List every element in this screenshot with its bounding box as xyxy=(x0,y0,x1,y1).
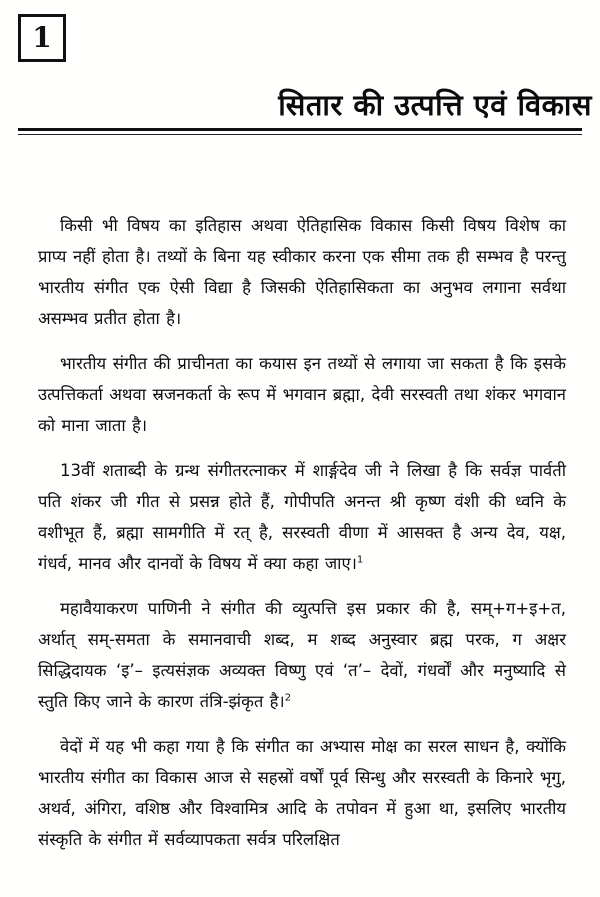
paragraph-4 xyxy=(38,593,566,717)
paragraph-3-text: 13वीं शताब्दी के ग्रन्थ संगीतरत्नाकर में शार्ङ्गदेव जी ने लिखा है कि सर्वज्ञ पार्वती पति शंकर जी गीत से प्रसन्न होते हैं, गोपीपति अनन्त श्री कृष्ण वंशी की ध्वनि के वशीभूत हैं, ब्रह्मा सामगीति में रत् है, सरस्वती वीणा में आसक्त है अन्य देव, यक्ष, गंधर्व, मानव और दानवों के विषय में क्या कहा जाए। xyxy=(38,461,566,573)
paragraph-2: भारतीय संगीत की प्राचीनता का कयास इन तथ्यों से लगाया जा सकता है कि इसके उत्पत्तिकर्ता अथवा स्रजनकर्ता के रूप में भगवान ब्रह्मा, देवी सरस्वती तथा शंकर भगवान को माना जाता है। xyxy=(38,354,566,435)
paragraph-3 xyxy=(38,455,566,579)
title-rule-thick xyxy=(18,128,582,131)
body-text xyxy=(38,210,566,855)
paragraph-4-text: महावैयाकरण पाणिनी ने संगीत की व्युत्पत्ति इस प्रकार की है, सम्+ग+इ+त, अर्थात् सम्-समता के समानवाची शब्द, म शब्द अनुस्वार ब्रह्म परक, ग अक्षर सिद्धिदायक ‘इ’– इत्यसंज्ञक अव्यक्त विष्णु एवं ‘त’– देवों, गंधर्वों और मनुष्यादि से स्तुति किए जाने के कारण तंत्रि-झंकृत है। xyxy=(38,599,566,711)
footnote-marker-1: 1 xyxy=(356,554,364,566)
paragraph-1: किसी भी विषय का इतिहास अथवा ऐतिहासिक विकास किसी विषय विशेष का प्राप्य नहीं होता है। तथ्यों के बिना यह स्वीकार करना एक सीमा तक ही सम्भव है परन्तु भारतीय संगीत एक ऐसी विद्या है जिसकी ऐतिहासिकता का अनुभव लगाना सर्वथा असम्भव प्रतीत होता है। xyxy=(38,216,566,328)
paragraph-5: वेदों में यह भी कहा गया है कि संगीत का अभ्यास मोक्ष का सरल साधन है, क्योंकि भारतीय संगीत का विकास आज से सहस्रों वर्षों पूर्व सिन्धु और सरस्वती के किनारे भृगु, अथर्व, अंगिरा, वशिष्ठ और विश्वामित्र आदि के तपोवन में हुआ था, इसलिए भारतीय संस्कृति के संगीत में सर्वव्यापकता सर्वत्र परिलक्षित xyxy=(38,737,566,849)
chapter-number-box xyxy=(18,14,66,62)
chapter-number: 1 xyxy=(32,21,52,54)
page-title: सितार की उत्पत्ति एवं विकास xyxy=(278,88,592,123)
title-rule-thin xyxy=(18,134,582,135)
footnote-marker-2: 2 xyxy=(284,692,292,704)
